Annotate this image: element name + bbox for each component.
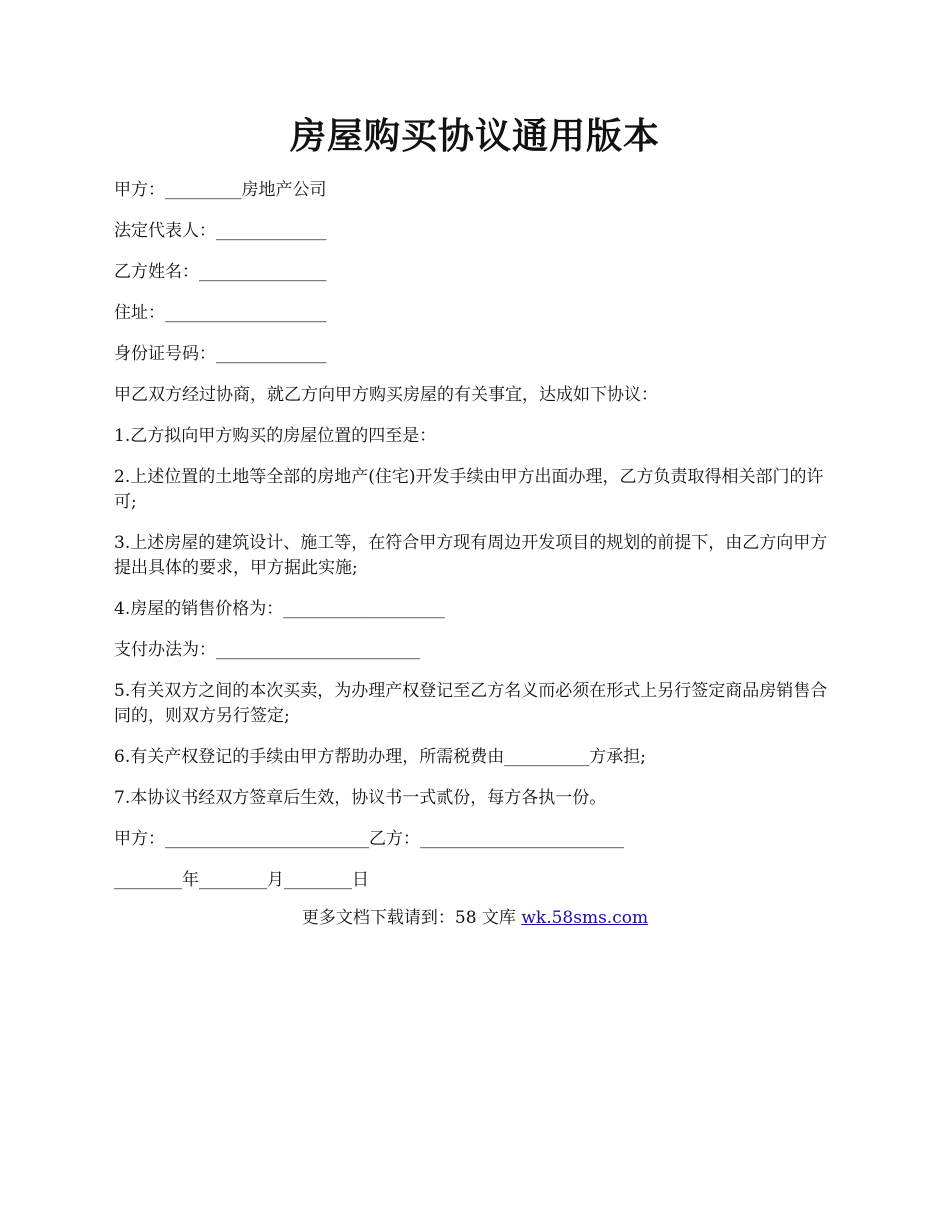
clause-2: 2.上述位置的土地等全部的房地产(住宅)开发手续由甲方出面办理，乙方负责取得相关部门的许可; (114, 467, 824, 512)
clause-3: 3.上述房屋的建筑设计、施工等，在符合甲方现有周边开发项目的规划的前提下，由乙方向甲方提出具体的要求，甲方据此实施; (114, 533, 828, 578)
document-body (114, 178, 836, 909)
legal-representative-line: 法定代表人：_____________ (114, 221, 327, 241)
party-b-name-line: 乙方姓名：_______________ (114, 262, 327, 282)
footer-link[interactable]: wk.58sms.com (521, 908, 649, 928)
clause-6: 6.有关产权登记的手续由甲方帮助办理，所需税费由__________方承担; (114, 747, 646, 767)
intro-paragraph: 甲乙双方经过协商，就乙方向甲方购买房屋的有关事宜，达成如下协议： (114, 385, 658, 405)
payment-method-line: 支付办法为：________________________ (114, 640, 420, 660)
address-line: 住址：___________________ (114, 303, 327, 323)
clause-1: 1.乙方拟向甲方购买的房屋位置的四至是： (114, 426, 437, 446)
download-footer (0, 906, 950, 931)
clause-5: 5.有关双方之间的本次买卖，为办理产权登记至乙方名义而必须在形式上另行签定商品房销售合同的，则双方另行签定; (114, 681, 828, 726)
id-number-line: 身份证号码：_____________ (114, 344, 327, 364)
date-line: ________年________月________日 (114, 870, 369, 890)
clause-7: 7.本协议书经双方签章后生效，协议书一式贰份，每方各执一份。 (114, 788, 607, 808)
clause-4-price: 4.房屋的销售价格为：___________________ (114, 599, 445, 619)
party-a-line: 甲方：_________房地产公司 (114, 180, 327, 200)
footer-text: 更多文档下载请到：58 文库 (301, 908, 522, 928)
signature-line: 甲方：________________________乙方：________________________ (114, 829, 624, 849)
document-title: 房屋购买协议通用版本 (289, 115, 660, 157)
